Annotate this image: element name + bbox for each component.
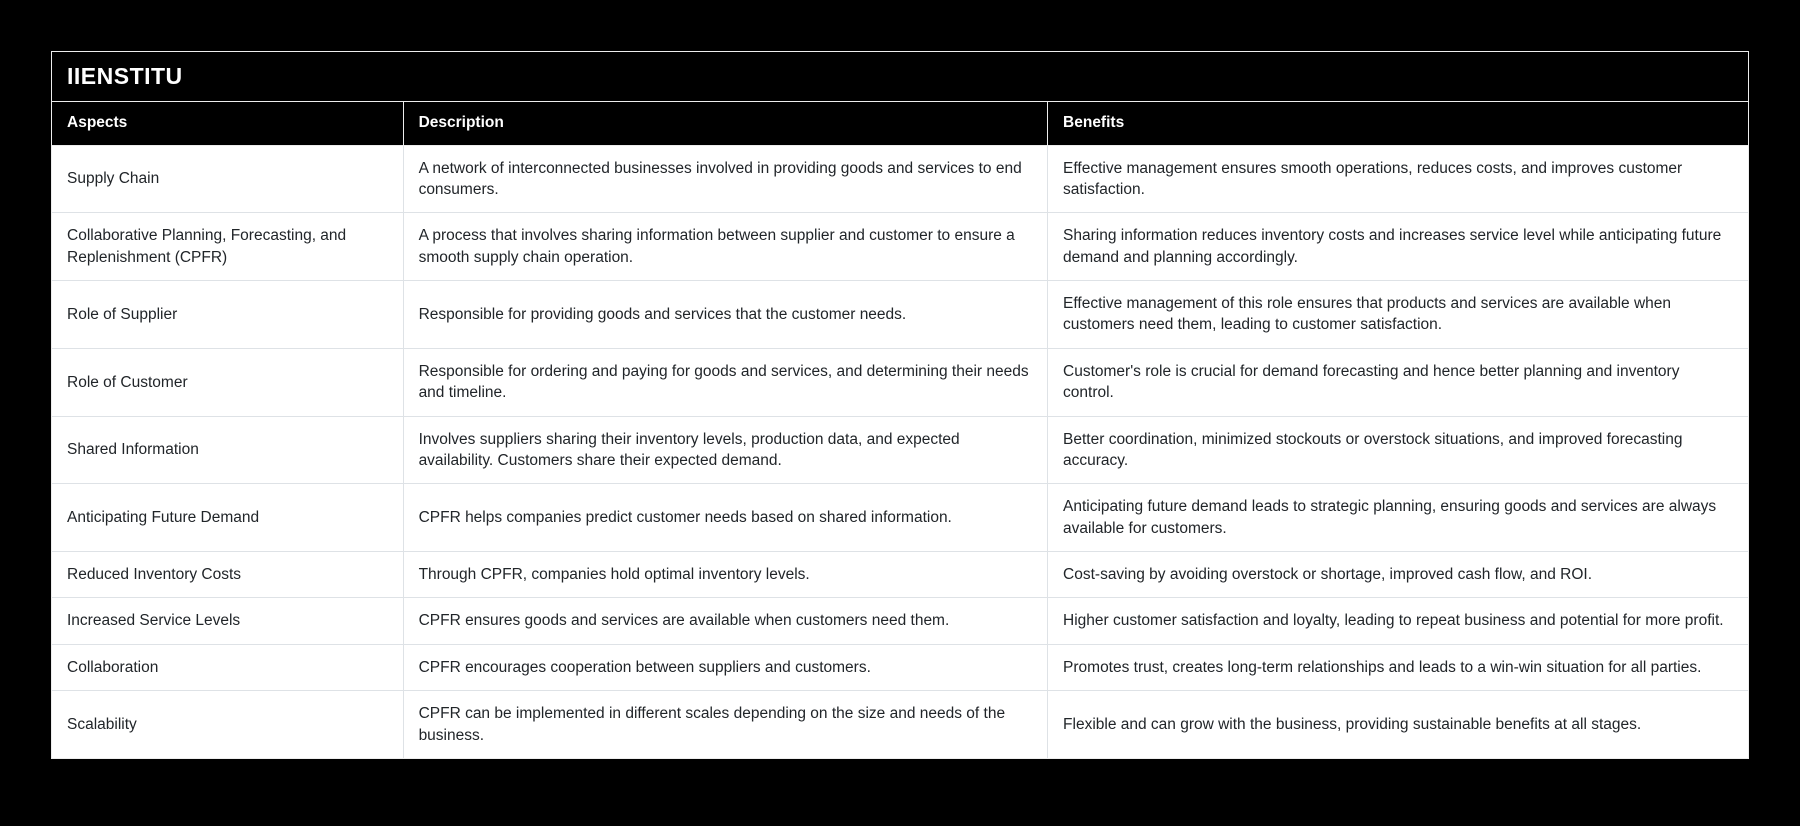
- cpfr-table: [52, 102, 1748, 758]
- table-header: [52, 102, 1748, 145]
- table-row: [52, 644, 1748, 690]
- cell-description: A network of interconnected businesses involved in providing goods and services to end consumers.: [403, 145, 1047, 213]
- cell-aspect: Supply Chain: [67, 170, 160, 188]
- table-row: [52, 598, 1748, 644]
- cell-aspect: Increased Service Levels: [52, 598, 403, 644]
- table-row: [52, 484, 1748, 552]
- cell-description: A process that involves sharing information between supplier and customer to ensure a smooth supply chain operation.: [403, 213, 1047, 281]
- column-header-aspects: Aspects: [52, 102, 403, 145]
- brand-title: IIENSTITU: [67, 63, 183, 89]
- cell-benefit: Better coordination, minimized stockouts or overstock situations, and improved forecasting accuracy.: [1048, 416, 1748, 484]
- table-row: [52, 552, 1748, 598]
- cell-description: CPFR can be implemented in different scales depending on the size and needs of the business.: [403, 691, 1047, 758]
- cell-description: CPFR encourages cooperation between suppliers and customers.: [403, 644, 1047, 690]
- cell-description: CPFR ensures goods and services are available when customers need them.: [403, 598, 1047, 644]
- cell-benefit: Flexible and can grow with the business, providing sustainable benefits at all stages.: [1048, 691, 1748, 758]
- cell-aspect: Collaborative Planning, Forecasting, and Replenishment (CPFR): [52, 213, 403, 281]
- table-row: [52, 416, 1748, 484]
- cell-benefit: Anticipating future demand leads to strategic planning, ensuring goods and services are always available for customers.: [1048, 484, 1748, 552]
- cell-description: Responsible for providing goods and services that the customer needs.: [403, 281, 1047, 349]
- cell-benefit: Effective management ensures smooth operations, reduces costs, and improves customer satisfaction.: [1048, 145, 1748, 213]
- header-row: [52, 102, 1748, 145]
- table-body: [52, 145, 1748, 758]
- cell-aspect: Shared Information: [52, 416, 403, 484]
- column-header-benefits: Benefits: [1048, 102, 1748, 145]
- cell-aspect: Role of Customer: [52, 348, 403, 416]
- cell-benefit: Customer's role is crucial for demand forecasting and hence better planning and inventory control.: [1048, 348, 1748, 416]
- table-card: [51, 51, 1749, 759]
- cell-aspect: Role of Supplier: [52, 281, 403, 349]
- cell-description: Through CPFR, companies hold optimal inventory levels.: [403, 552, 1047, 598]
- table-row: [52, 281, 1748, 349]
- table-row: [52, 145, 1748, 213]
- cell-benefit: Higher customer satisfaction and loyalty, leading to repeat business and potential for more profit.: [1048, 598, 1748, 644]
- cell-benefit: Promotes trust, creates long-term relationships and leads to a win-win situation for all parties.: [1048, 644, 1748, 690]
- cell-description: Involves suppliers sharing their inventory levels, production data, and expected availability. Customers share their expected demand.: [403, 416, 1047, 484]
- cell-aspect: Scalability: [52, 691, 403, 758]
- cell-description: Responsible for ordering and paying for goods and services, and determining their needs and timeline.: [403, 348, 1047, 416]
- table-row: [52, 213, 1748, 281]
- cell-benefit: Cost-saving by avoiding overstock or shortage, improved cash flow, and ROI.: [1048, 552, 1748, 598]
- cell-description: CPFR helps companies predict customer needs based on shared information.: [403, 484, 1047, 552]
- column-header-description: Description: [403, 102, 1047, 145]
- table-row: [52, 691, 1748, 758]
- cell-aspect: Reduced Inventory Costs: [52, 552, 403, 598]
- table-title-bar: [52, 52, 1748, 102]
- cell-benefit: Effective management of this role ensures that products and services are available when customers need them, leading to customer satisfaction.: [1048, 281, 1748, 349]
- cell-aspect: Anticipating Future Demand: [52, 484, 403, 552]
- cell-benefit: Sharing information reduces inventory costs and increases service level while anticipating future demand and planning accordingly.: [1048, 213, 1748, 281]
- cell-aspect: Collaboration: [52, 644, 403, 690]
- table-row: [52, 348, 1748, 416]
